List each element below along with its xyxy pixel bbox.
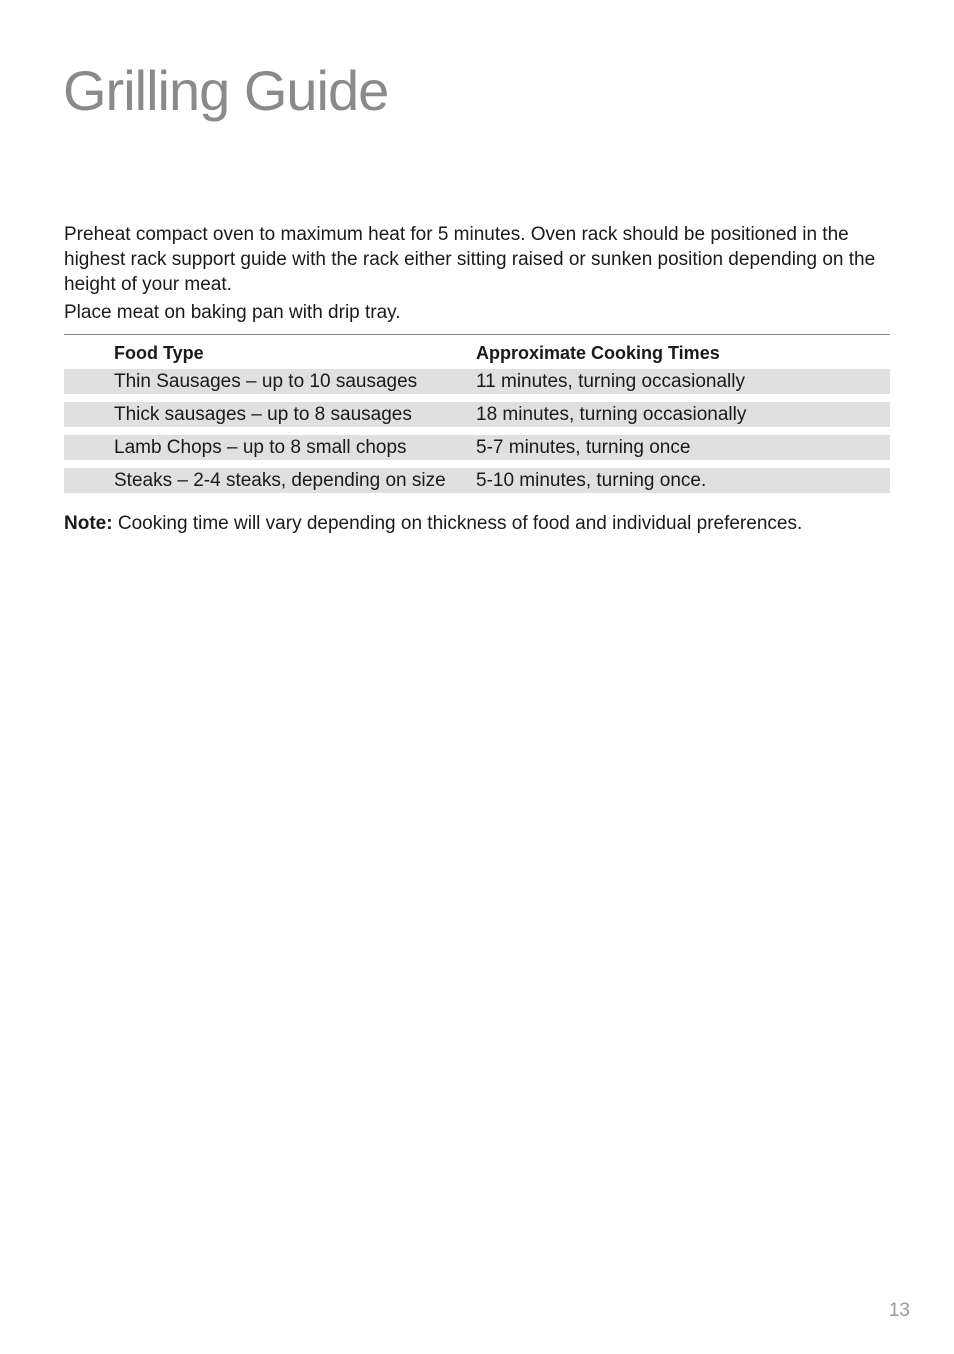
cooking-time-cell: 18 minutes, turning occasionally xyxy=(476,403,747,425)
table-row xyxy=(64,369,890,394)
page-title: Grilling Guide xyxy=(63,59,389,122)
column-header-food-type: Food Type xyxy=(114,342,204,363)
cooking-time-cell: 11 minutes, turning occasionally xyxy=(476,370,745,392)
note xyxy=(64,511,904,536)
grilling-table xyxy=(64,334,890,501)
table-row xyxy=(64,435,890,460)
intro-section xyxy=(64,222,890,325)
intro-paragraph: Preheat compact oven to maximum heat for 5 minutes. Oven rack should be positioned in the highest rack support guide with the rack either sitting raised or sunken position depending on the height of your meat. xyxy=(64,224,876,295)
food-type-cell: Thin Sausages – up to 10 sausages xyxy=(114,370,418,392)
page-number: 13 xyxy=(888,1300,910,1321)
cooking-time-cell: 5-10 minutes, turning once. xyxy=(476,469,707,491)
table-header-row xyxy=(64,337,890,369)
note-label: Note: xyxy=(64,513,113,534)
food-type-cell: Thick sausages – up to 8 sausages xyxy=(114,403,412,425)
table-row xyxy=(64,468,890,493)
food-type-cell: Steaks – 2-4 steaks, depending on size xyxy=(114,469,446,491)
food-type-cell: Lamb Chops – up to 8 small chops xyxy=(114,436,407,458)
table-row xyxy=(64,402,890,427)
cooking-time-cell: 5-7 minutes, turning once xyxy=(476,436,691,458)
note-text: Cooking time will vary depending on thickness of food and individual preferences. xyxy=(117,513,803,534)
intro-paragraph-instruction: Place meat on baking pan with drip tray. xyxy=(64,302,401,323)
column-header-cooking-times: Approximate Cooking Times xyxy=(476,342,720,363)
